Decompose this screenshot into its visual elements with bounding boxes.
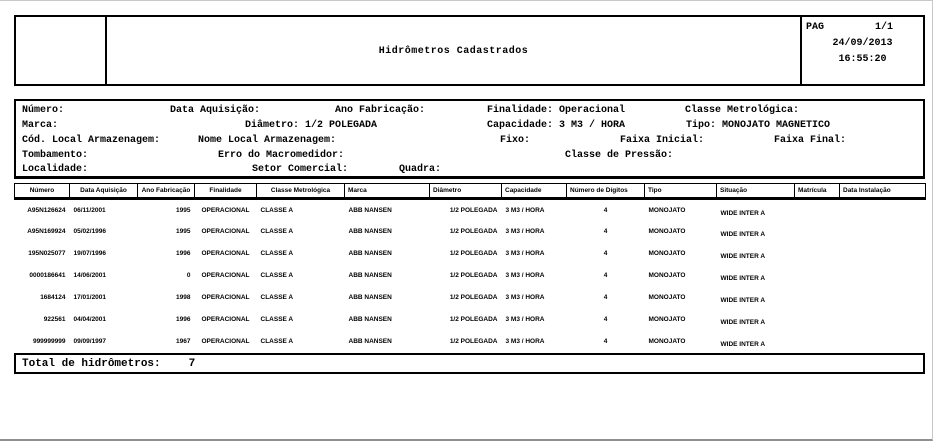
report-header bbox=[14, 15, 925, 86]
cell-finalidade: OPERACIONAL bbox=[201, 294, 250, 301]
table-row bbox=[15, 221, 926, 243]
cell-matricula bbox=[795, 331, 840, 353]
cell-diametro: 1/2 POLEGADA bbox=[449, 206, 498, 214]
cell-classe_metrologica: CLASSE A bbox=[260, 294, 294, 301]
cell-diametro: 1/2 POLEGADA bbox=[449, 228, 498, 235]
cell-situacao: WIDE INTER A bbox=[720, 209, 766, 217]
cell-matricula bbox=[795, 309, 840, 331]
cell-finalidade: OPERACIONAL bbox=[201, 228, 250, 235]
cell-ano_fabricacao: 1995 bbox=[176, 206, 191, 214]
cell-data_instalacao bbox=[840, 199, 926, 221]
page-title: Hidrômetros Cadastrados bbox=[378, 46, 529, 57]
cell-ano_fabricacao: 1967 bbox=[176, 338, 191, 345]
filter-faixa-inicial: Faixa Inicial: bbox=[620, 135, 705, 146]
cell-matricula bbox=[795, 265, 840, 287]
filter-criteria-box bbox=[14, 99, 925, 179]
cell-data_aquisicao: 09/09/1997 bbox=[73, 338, 107, 345]
column-header-data_instalacao: Data Instalação bbox=[840, 184, 926, 199]
cell-capacidade: 3 M3 / HORA bbox=[505, 316, 545, 323]
pag-label: PAG bbox=[806, 22, 825, 33]
page-number-line bbox=[806, 20, 919, 36]
filter-quadra: Quadra: bbox=[399, 164, 442, 175]
filter-faixa-final: Faixa Final: bbox=[774, 135, 847, 146]
cell-tipo: MONOJATO bbox=[648, 228, 686, 235]
filter-classe-metrologica: Classe Metrológica: bbox=[685, 105, 800, 116]
total-label: Total de hidrômetros: bbox=[22, 357, 161, 370]
cell-ano_fabricacao: 1996 bbox=[176, 250, 191, 257]
cell-situacao: WIDE INTER A bbox=[720, 297, 766, 304]
column-header-diametro: Diâmetro bbox=[430, 184, 502, 199]
cell-data_aquisicao: 17/01/2001 bbox=[73, 294, 107, 301]
cell-numero_digitos: 4 bbox=[603, 338, 608, 345]
cell-numero: 195N025077 bbox=[28, 250, 66, 257]
cell-diametro: 1/2 POLEGADA bbox=[449, 250, 498, 257]
cell-situacao: WIDE INTER A bbox=[720, 319, 766, 326]
cell-data_instalacao bbox=[840, 243, 926, 265]
cell-tipo: MONOJATO bbox=[648, 316, 686, 323]
cell-ano_fabricacao: 1998 bbox=[176, 294, 191, 301]
cell-capacidade: 3 M3 / HORA bbox=[505, 206, 545, 214]
cell-tipo: MONOJATO bbox=[648, 250, 686, 257]
cell-numero_digitos: 4 bbox=[603, 272, 608, 279]
cell-diametro: 1/2 POLEGADA bbox=[449, 338, 498, 345]
column-header-situacao: Situação bbox=[717, 184, 795, 199]
cell-data_instalacao bbox=[840, 287, 926, 309]
table-row bbox=[15, 309, 926, 331]
cell-situacao: WIDE INTER A bbox=[720, 231, 766, 238]
column-header-ano_fabricacao: Ano Fabricação bbox=[138, 184, 195, 199]
logo-area bbox=[16, 17, 107, 84]
column-header-classe_metrologica: Classe Metrológica bbox=[257, 184, 345, 199]
cell-finalidade: OPERACIONAL bbox=[201, 250, 250, 257]
filter-erro-macromedidor: Erro do Macromedidor: bbox=[218, 150, 345, 161]
cell-numero_digitos: 4 bbox=[603, 228, 608, 235]
cell-data_instalacao bbox=[840, 331, 926, 353]
cell-tipo: MONOJATO bbox=[648, 206, 686, 214]
column-header-numero_digitos: Número de Dígitos bbox=[567, 184, 645, 199]
table-body bbox=[15, 199, 926, 353]
cell-classe_metrologica: CLASSE A bbox=[260, 250, 294, 257]
page-number: 1/1 bbox=[874, 22, 893, 33]
cell-finalidade: OPERACIONAL bbox=[201, 272, 250, 279]
table-row bbox=[15, 331, 926, 353]
table-header-row bbox=[15, 184, 926, 199]
page-info-cell bbox=[800, 17, 923, 84]
cell-tipo: MONOJATO bbox=[648, 294, 686, 301]
cell-data_aquisicao: 14/06/2001 bbox=[73, 272, 107, 279]
cell-matricula bbox=[795, 243, 840, 265]
cell-numero_digitos: 4 bbox=[603, 294, 608, 301]
cell-finalidade: OPERACIONAL bbox=[201, 316, 250, 323]
report-time: 16:55:20 bbox=[838, 54, 887, 65]
column-header-data_aquisicao: Data Aquisição bbox=[70, 184, 138, 199]
filter-localidade: Localidade: bbox=[22, 164, 89, 175]
cell-classe_metrologica: CLASSE A bbox=[260, 316, 294, 323]
cell-classe_metrologica: CLASSE A bbox=[260, 228, 294, 235]
cell-situacao: WIDE INTER A bbox=[720, 341, 766, 348]
filter-data-aquisicao: Data Aquisição: bbox=[170, 105, 261, 116]
report-date: 24/09/2013 bbox=[832, 38, 893, 49]
column-header-finalidade: Finalidade bbox=[195, 184, 257, 199]
cell-classe_metrologica: CLASSE A bbox=[260, 206, 294, 214]
cell-marca: ABB NANSEN bbox=[348, 250, 392, 257]
cell-ano_fabricacao: 0 bbox=[186, 272, 191, 279]
cell-situacao: WIDE INTER A bbox=[720, 253, 766, 260]
column-header-capacidade: Capacidade bbox=[502, 184, 567, 199]
cell-data_instalacao bbox=[840, 221, 926, 243]
cell-numero_digitos: 4 bbox=[603, 316, 608, 323]
column-header-numero: Número bbox=[15, 184, 70, 199]
cell-finalidade: OPERACIONAL bbox=[201, 338, 250, 345]
filter-cod-local-armazenagem: Cód. Local Armazenagem: bbox=[22, 135, 161, 146]
filter-marca: Marca: bbox=[22, 120, 59, 131]
cell-numero_digitos: 4 bbox=[603, 206, 608, 214]
cell-numero_digitos: 4 bbox=[603, 250, 608, 257]
cell-data_aquisicao: 06/11/2001 bbox=[73, 206, 106, 214]
cell-diametro: 1/2 POLEGADA bbox=[449, 272, 498, 279]
cell-situacao: WIDE INTER A bbox=[720, 275, 766, 282]
filter-finalidade: Finalidade: Operacional bbox=[487, 105, 626, 116]
cell-data_instalacao bbox=[840, 265, 926, 287]
cell-tipo: MONOJATO bbox=[648, 338, 686, 345]
cell-marca: ABB NANSEN bbox=[348, 228, 392, 235]
filter-ano-fabricacao: Ano Fabricação: bbox=[335, 105, 426, 116]
cell-numero: A95N126624 bbox=[27, 206, 66, 214]
cell-marca: ABB NANSEN bbox=[348, 272, 392, 279]
column-header-matricula: Matrícula bbox=[795, 184, 840, 199]
cell-capacidade: 3 M3 / HORA bbox=[505, 228, 545, 235]
cell-classe_metrologica: CLASSE A bbox=[260, 338, 294, 345]
filter-tombamento: Tombamento: bbox=[22, 150, 89, 161]
hydrometers-table bbox=[14, 183, 926, 353]
cell-numero: 0000186641 bbox=[29, 272, 66, 279]
filter-classe-pressao: Classe de Pressão: bbox=[565, 150, 674, 161]
cell-marca: ABB NANSEN bbox=[348, 294, 392, 301]
cell-marca: ABB NANSEN bbox=[348, 316, 392, 323]
cell-capacidade: 3 M3 / HORA bbox=[505, 294, 545, 301]
filter-setor-comercial: Setor Comercial: bbox=[252, 164, 349, 175]
cell-capacidade: 3 M3 / HORA bbox=[505, 338, 545, 345]
filter-nome-local-armazenagem: Nome Local Armazenagem: bbox=[198, 135, 337, 146]
filter-capacidade: Capacidade: 3 M3 / HORA bbox=[487, 120, 626, 131]
cell-marca: ABB NANSEN bbox=[348, 206, 392, 214]
cell-data_aquisicao: 05/02/1996 bbox=[73, 228, 107, 235]
table-row bbox=[15, 243, 926, 265]
table-row bbox=[15, 287, 926, 309]
filter-fixo: Fixo: bbox=[500, 135, 531, 146]
filter-numero: Número: bbox=[22, 105, 65, 116]
cell-ano_fabricacao: 1995 bbox=[176, 228, 191, 235]
cell-finalidade: OPERACIONAL bbox=[201, 206, 250, 214]
cell-diametro: 1/2 POLEGADA bbox=[449, 316, 498, 323]
cell-data_instalacao bbox=[840, 309, 926, 331]
filter-diametro: Diâmetro: 1/2 POLEGADA bbox=[245, 120, 378, 131]
cell-matricula bbox=[795, 199, 840, 221]
cell-classe_metrologica: CLASSE A bbox=[260, 272, 294, 279]
cell-data_aquisicao: 19/07/1996 bbox=[73, 250, 107, 257]
cell-tipo: MONOJATO bbox=[648, 272, 686, 279]
table-row bbox=[15, 199, 926, 221]
cell-capacidade: 3 M3 / HORA bbox=[505, 272, 545, 279]
cell-numero: 1684124 bbox=[40, 294, 66, 301]
cell-numero: A95N169924 bbox=[27, 228, 66, 235]
cell-matricula bbox=[795, 221, 840, 243]
total-box bbox=[14, 353, 925, 374]
cell-marca: ABB NANSEN bbox=[348, 338, 392, 345]
cell-data_aquisicao: 04/04/2001 bbox=[73, 316, 107, 323]
cell-matricula bbox=[795, 287, 840, 309]
cell-numero: 999999999 bbox=[32, 338, 66, 345]
cell-numero: 922561 bbox=[43, 316, 66, 323]
cell-ano_fabricacao: 1996 bbox=[176, 316, 191, 323]
cell-diametro: 1/2 POLEGADA bbox=[449, 294, 498, 301]
total-value: 7 bbox=[188, 357, 196, 370]
cell-capacidade: 3 M3 / HORA bbox=[505, 250, 545, 257]
table-row bbox=[15, 265, 926, 287]
column-header-marca: Marca bbox=[345, 184, 430, 199]
column-header-tipo: Tipo bbox=[645, 184, 717, 199]
filter-tipo: Tipo: MONOJATO MAGNETICO bbox=[686, 120, 831, 131]
